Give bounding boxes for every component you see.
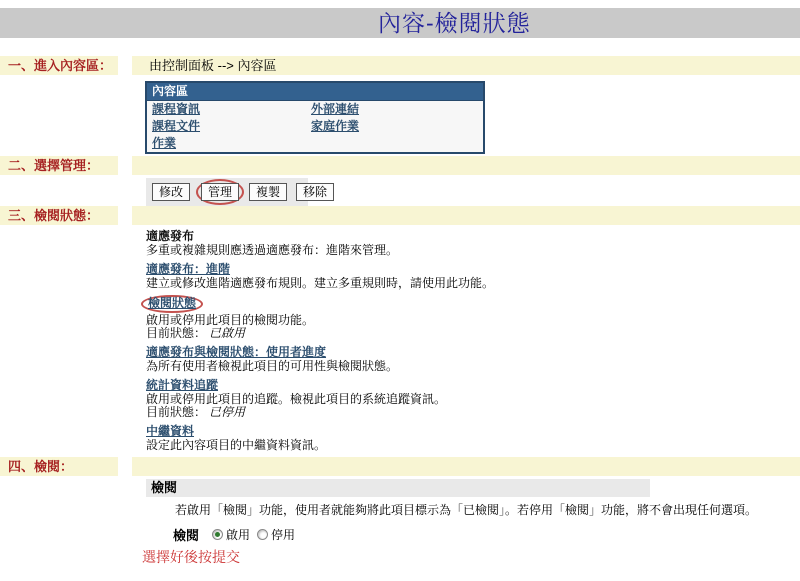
option-adaptive-release-title: 適應發布 xyxy=(146,229,195,243)
menu-link-homework[interactable]: 家庭作業 xyxy=(311,119,360,133)
item-action-button-panel xyxy=(146,178,328,206)
step-4-row xyxy=(0,457,800,476)
page-titlebar xyxy=(0,8,800,38)
page-title: 內容-檢閱狀態 xyxy=(378,10,531,36)
option-user-progress xyxy=(146,345,800,373)
breadcrumb-path: 由控制面板 --> 內容區 xyxy=(132,56,800,75)
submit-hint-text: 選擇好後按提交 xyxy=(142,549,240,565)
step-3-row xyxy=(0,206,800,225)
option-adaptive-release xyxy=(146,229,800,257)
option-adaptive-release-advanced-desc: 建立或修改進階適應發布規則。建立多重規則時，請使用此功能。 xyxy=(146,276,495,290)
step-1-row xyxy=(0,56,800,75)
option-metadata-desc: 設定此內容項目的中繼資料資訊。 xyxy=(146,438,327,452)
option-review-status xyxy=(146,295,800,340)
review-section-header: 檢閱 xyxy=(146,479,650,497)
review-instruction-text: 若啟用「檢閱」功能，使用者就能夠將此項目標示為「已檢閱」。若停用「檢閱」功能，將不會出現任何選項。 xyxy=(175,503,758,517)
option-review-status-desc: 啟用或停用此項目的檢閱功能。 xyxy=(146,313,315,327)
option-statistics-tracking-current: 目前狀態： 已停用 xyxy=(146,405,246,419)
radio-enable-icon[interactable] xyxy=(212,529,223,540)
option-statistics-tracking xyxy=(146,378,800,419)
option-metadata-link[interactable]: 中繼資料 xyxy=(146,424,195,438)
step-4-label: 四、檢閱： xyxy=(0,457,118,476)
menu-link-course-documents[interactable]: 課程文件 xyxy=(152,119,201,133)
review-field-label: 檢閱 xyxy=(173,528,200,543)
radio-disable-label: 停用 xyxy=(271,528,296,542)
option-metadata xyxy=(146,424,800,452)
option-adaptive-release-desc: 多重或複雜規則應透過適應發布：進階來管理。 xyxy=(146,243,399,257)
menu-link-external-links[interactable]: 外部連結 xyxy=(311,102,360,116)
option-statistics-tracking-link[interactable]: 統計資料追蹤 xyxy=(146,378,219,392)
option-user-progress-desc: 為所有使用者檢視此項目的可用性與檢閱狀態。 xyxy=(146,359,399,373)
manage-button-annotation-ellipse xyxy=(196,179,244,205)
content-area-menu xyxy=(145,81,485,154)
radio-disable-icon[interactable] xyxy=(257,529,268,540)
step-1-label: 一、進入內容區： xyxy=(0,56,118,75)
option-statistics-tracking-desc: 啟用或停用此項目的追蹤。檢視此項目的系統追蹤資訊。 xyxy=(146,392,447,406)
option-adaptive-release-advanced-link[interactable]: 適應發布：進階 xyxy=(146,262,231,276)
radio-enable-label: 啟用 xyxy=(226,528,251,542)
option-review-status-link[interactable]: 檢閱狀態 xyxy=(141,295,203,313)
option-user-progress-link[interactable]: 適應發布與檢閱狀態：使用者進度 xyxy=(146,345,327,359)
manage-options-list xyxy=(146,229,800,452)
step-2-label: 二、選擇管理： xyxy=(0,156,118,175)
step-3-label: 三、檢閱狀態： xyxy=(0,206,118,225)
remove-button[interactable]: 移除 xyxy=(296,183,334,201)
content-area-menu-header: 內容區 xyxy=(146,82,484,101)
step-2-row xyxy=(0,156,800,175)
copy-button[interactable]: 複製 xyxy=(249,183,287,201)
manage-button[interactable]: 管理 xyxy=(201,183,239,201)
modify-button[interactable]: 修改 xyxy=(152,183,190,201)
menu-link-assignments[interactable]: 作業 xyxy=(152,136,177,150)
review-field-row xyxy=(173,525,800,544)
option-adaptive-release-advanced xyxy=(146,262,800,290)
radio-disable[interactable] xyxy=(257,526,295,543)
option-review-status-current: 目前狀態： 已啟用 xyxy=(146,326,246,340)
radio-enable[interactable] xyxy=(212,526,250,543)
menu-link-course-info[interactable]: 課程資訊 xyxy=(152,102,201,116)
